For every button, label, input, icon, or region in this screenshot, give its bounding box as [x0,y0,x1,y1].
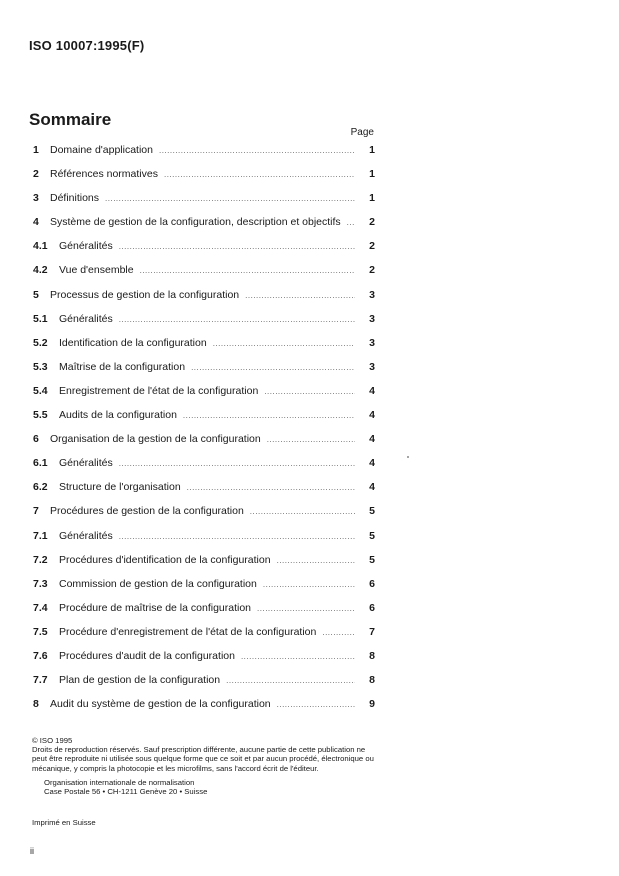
toc-entry-number: 7.5 [33,625,48,638]
toc-leader-dots [191,363,355,372]
toc-entry [33,409,375,433]
toc-entry-page: 4 [369,409,375,422]
toc-leader-dots [226,676,355,685]
toc-entry-title: Procédures de gestion de la configuration [50,505,244,518]
toc-entry-number: 5.5 [33,409,48,422]
toc-entry-page: 9 [369,698,375,711]
toc-entry-number: 5.3 [33,360,48,373]
toc-entry-title: Organisation de la gestion de la configuration [50,433,261,446]
toc-entry-page: 1 [369,144,375,156]
toc-leader-dots [187,483,355,492]
toc-entry-page: 3 [369,288,375,301]
toc-leader-dots [241,652,355,661]
toc-entry [33,168,375,192]
toc-entry-page: 7 [369,625,375,638]
page-column-label: Page [350,127,374,138]
toc-entry-page: 8 [369,674,375,687]
copyright-block [32,736,378,796]
toc-leader-dots [277,556,355,565]
toc-entry-title: Procédures d'audit de la configuration [59,649,235,662]
toc-entry [33,650,375,674]
toc-leader-dots [322,628,355,637]
toc-leader-dots [213,339,355,348]
toc-entry-page: 6 [369,577,375,590]
toc-entry [33,554,375,578]
toc-entry-title: Audit du système de gestion de la configuration [50,698,271,711]
toc-entry-page: 8 [369,649,375,662]
copyright-notice: Droits de reproduction réservés. Sauf prescription différente, aucune partie de cette publication ne peut être reproduite ni utilisée sous quelque forme que ce soit et par aucun procédé, électronique ou mécanique, y compris la photocopie et les microfilms, sans l'accord écrit de l'éditeur. [32,745,374,773]
toc-entry [33,192,375,216]
toc-leader-dots [257,604,355,613]
toc-leader-dots [347,218,355,227]
toc-entry [33,578,375,602]
toc-entry-title: Procédure d'enregistrement de l'état de la configuration [59,625,317,638]
toc-leader-dots [263,580,355,589]
toc-entry-page: 1 [369,168,375,181]
toc-entry-number: 1 [33,144,39,156]
toc-leader-dots [119,459,355,468]
toc-entry-number: 2 [33,168,39,181]
toc-entry-number: 7 [33,505,39,518]
toc-entry-number: 4.2 [33,264,48,277]
toc-entry [33,337,375,361]
toc-leader-dots [119,315,355,324]
toc-entry-number: 6.2 [33,481,48,494]
toc-entry-page: 4 [369,457,375,470]
toc-entry-title: Structure de l'organisation [59,481,181,494]
toc-entry-number: 7.6 [33,649,48,662]
toc-leader-dots [250,507,355,516]
publisher-block [44,778,378,796]
toc-entry-page: 2 [369,216,375,229]
toc-entry-title: Généralités [59,529,113,542]
printed-in: Imprimé en Suisse [32,818,96,827]
toc-entry-page: 1 [369,192,375,205]
toc-entry-page: 3 [369,312,375,325]
toc-entry-title: Maîtrise de la configuration [59,360,186,373]
toc-leader-dots [105,194,355,203]
page-title: Sommaire [29,110,112,129]
toc-entry-title: Système de gestion de la configuration, description et objectifs [50,216,341,229]
toc-entry-title: Références normatives [50,168,158,181]
toc-entry-page: 3 [369,336,375,349]
toc-entry [33,264,375,288]
toc-leader-dots [164,170,355,179]
toc-entry [33,313,375,337]
toc-entry-title: Procédure de maîtrise de la configuration [59,601,252,614]
toc-entry [33,144,375,168]
toc-entry-page: 6 [369,601,375,614]
toc-entry-page: 2 [369,264,375,277]
toc-entry [33,530,375,554]
toc-entry-page: 2 [369,240,375,253]
toc-entry [33,698,375,722]
toc-entry-number: 5.2 [33,336,48,349]
toc-entry-title: Généralités [59,457,113,470]
toc-entry-number: 4 [33,216,39,229]
toc-entry [33,626,375,650]
toc-entry-page: 5 [369,553,375,566]
toc-entry-number: 5.1 [33,312,48,325]
toc-entry-title: Vue d'ensemble [59,264,134,277]
toc-entry [33,385,375,409]
copyright-line: © ISO 1995 [32,736,73,745]
toc-entry-number: 5.4 [33,384,48,397]
toc-entry-page: 4 [369,481,375,494]
toc-entry-page: 4 [369,384,375,397]
toc-leader-dots [277,700,355,709]
toc-entry-title: Définitions [50,192,100,205]
toc-entry-page: 5 [369,505,375,518]
toc-entry-title: Domaine d'application [50,144,153,156]
toc-entry-title: Enregistrement de l'état de la configuration [59,384,259,397]
toc-entry-title: Plan de gestion de la configuration [59,674,221,687]
scan-speck [407,456,409,458]
toc-entry-page: 4 [369,433,375,446]
toc-entry-number: 8 [33,698,39,711]
toc-entry-number: 7.2 [33,553,48,566]
toc-entry [33,240,375,264]
toc-entry-number: 7.7 [33,674,48,687]
toc-entry-title: Généralités [59,312,113,325]
toc-entry-title: Processus de gestion de la configuration [50,288,240,301]
toc-entry-title: Généralités [59,240,113,253]
toc-entry-title: Identification de la configuration [59,336,207,349]
page-folio: ii [30,846,34,856]
table-of-contents [33,144,375,722]
toc-entry-number: 5 [33,288,39,301]
toc-entry-title: Procédures d'identification de la configuration [59,553,271,566]
toc-entry [33,674,375,698]
toc-entry-number: 7.3 [33,577,48,590]
toc-leader-dots [267,435,355,444]
toc-leader-dots [245,291,355,300]
toc-leader-dots [140,266,355,275]
toc-entry-title: Commission de gestion de la configuration [59,577,257,590]
toc-entry [33,481,375,505]
toc-entry [33,433,375,457]
toc-entry-title: Audits de la configuration [59,409,177,422]
toc-entry [33,216,375,240]
toc-entry [33,457,375,481]
toc-entry-number: 6.1 [33,457,48,470]
toc-entry [33,602,375,626]
toc-entry-number: 6 [33,433,39,446]
toc-leader-dots [183,411,355,420]
toc-entry [33,505,375,529]
toc-leader-dots [264,387,355,396]
toc-entry [33,289,375,313]
toc-entry-number: 4.1 [33,240,48,253]
publisher-address: Case Postale 56 • CH-1211 Genève 20 • Suisse [44,787,208,797]
toc-entry-number: 7.4 [33,601,48,614]
toc-entry-number: 7.1 [33,529,48,542]
toc-leader-dots [159,146,355,155]
toc-leader-dots [119,242,355,251]
toc-entry-number: 3 [33,192,39,205]
toc-entry-page: 3 [369,360,375,373]
toc-entry [33,361,375,385]
toc-entry-page: 5 [369,529,375,542]
publisher-name: Organisation internationale de normalisation [44,777,195,787]
standard-reference: ISO 10007:1995(F) [29,38,145,53]
toc-leader-dots [119,532,355,541]
